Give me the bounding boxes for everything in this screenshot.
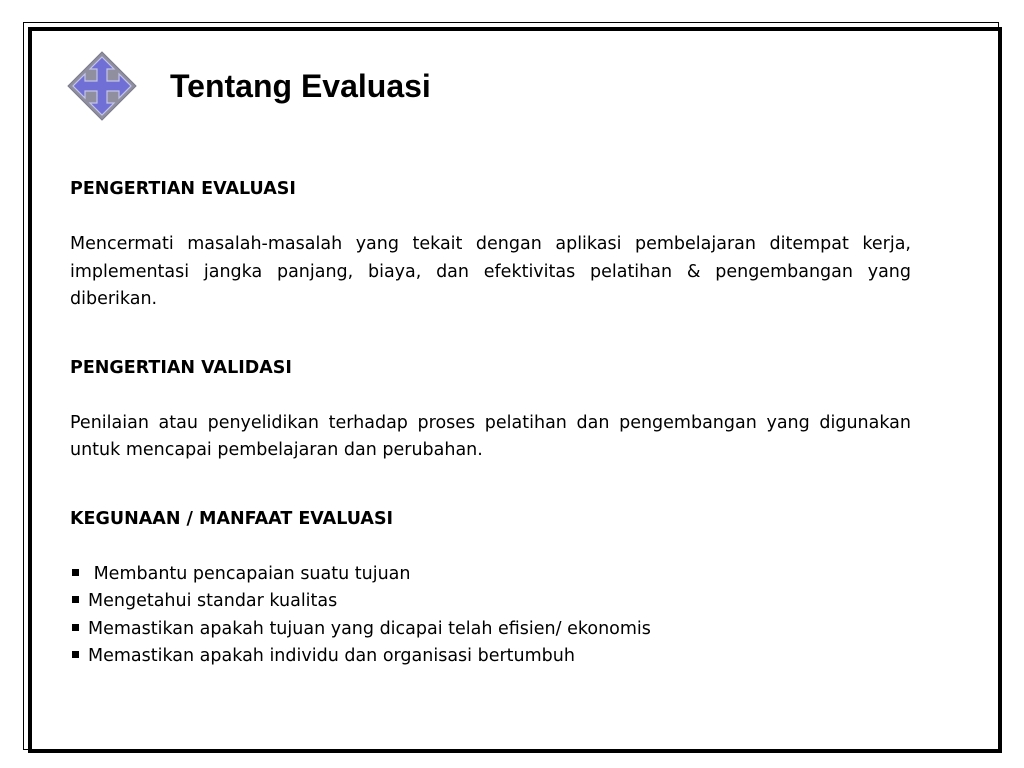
section-body-validasi: Penilaian atau penyelidikan terhadap proses pelatihan dan pengembangan yang digunakan untuk mencapai pembelajaran dan perubahan.: [70, 412, 911, 460]
section-heading-evaluasi: PENGERTIAN EVALUASI: [70, 179, 296, 199]
section-manfaat: [70, 506, 911, 671]
section-validasi: [70, 355, 911, 465]
list-item: [70, 588, 911, 616]
bullet-list: [70, 561, 911, 671]
list-item-label: Memastikan apakah individu dan organisasi bertumbuh: [88, 646, 575, 666]
list-item: [70, 561, 911, 589]
list-item: [70, 643, 911, 671]
square-bullet-icon: [72, 596, 79, 603]
section-evaluasi: [70, 176, 911, 314]
slide-content: [70, 176, 911, 671]
section-body-evaluasi: Mencermati masalah-masalah yang tekait dengan aplikasi pembelajaran ditempat kerja, implementasi jangka panjang, biaya, dan efektivitas pelatihan & pengembangan yang diberikan.: [70, 234, 911, 309]
square-bullet-icon: [72, 651, 79, 658]
section-heading-validasi: PENGERTIAN VALIDASI: [70, 357, 292, 378]
page-title: Tentang Evaluasi: [170, 68, 431, 104]
list-item-label: Membantu pencapaian suatu tujuan: [93, 563, 411, 584]
list-item-label: Mengetahui standar kualitas: [88, 591, 338, 611]
square-bullet-icon: [72, 569, 79, 576]
list-item-label: Memastikan apakah tujuan yang dicapai telah efisien/ ekonomis: [88, 618, 651, 639]
four-way-arrow-icon: [66, 50, 138, 122]
square-bullet-icon: [72, 624, 79, 631]
section-heading-manfaat: KEGUNAAN / MANFAAT EVALUASI: [70, 508, 394, 529]
list-item: [70, 616, 911, 644]
